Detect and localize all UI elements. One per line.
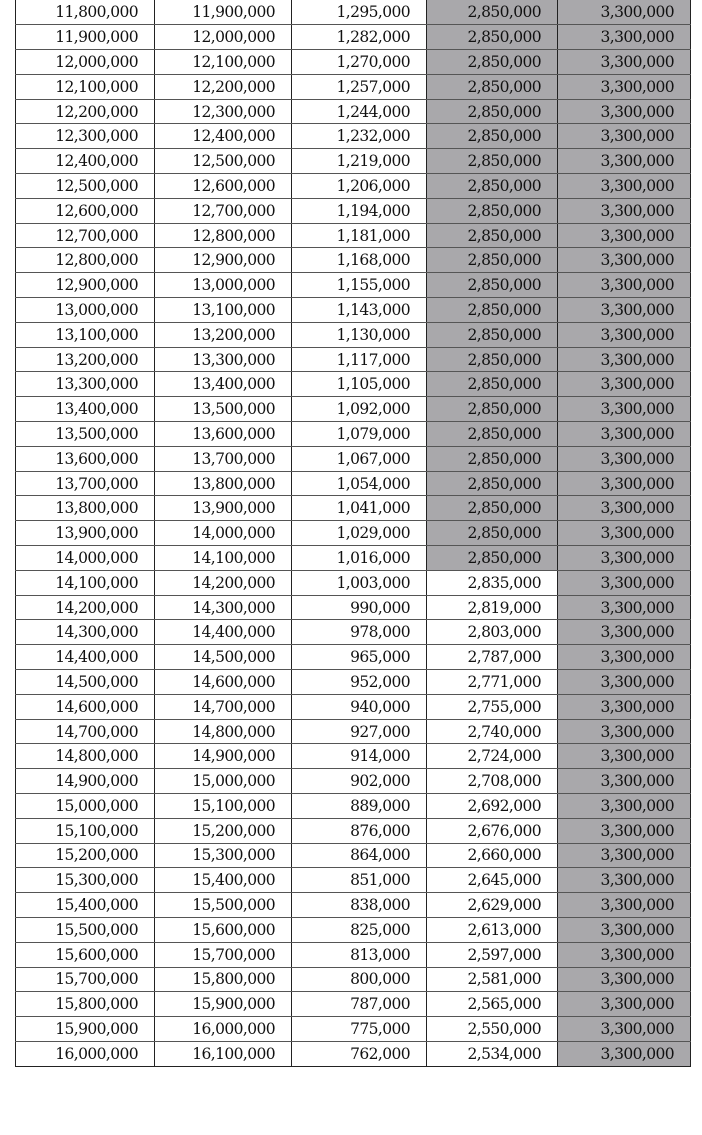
range-from-cell: 13,600,000: [16, 446, 155, 471]
range-from-cell: 15,500,000: [16, 917, 155, 942]
amount-cell: 1,041,000: [292, 496, 427, 521]
limit-b-cell: 3,300,000: [558, 546, 691, 571]
amount-cell: 787,000: [292, 992, 427, 1017]
limit-a-cell: 2,755,000: [427, 694, 558, 719]
amount-cell: 851,000: [292, 868, 427, 893]
amount-cell: 927,000: [292, 719, 427, 744]
limit-b-cell: 3,300,000: [558, 942, 691, 967]
range-to-cell: 14,100,000: [155, 546, 292, 571]
table-row: [16, 843, 691, 868]
amount-cell: 1,282,000: [292, 25, 427, 50]
amount-cell: 1,219,000: [292, 149, 427, 174]
limit-a-cell: 2,850,000: [427, 446, 558, 471]
range-from-cell: 13,200,000: [16, 347, 155, 372]
limit-a-cell: 2,850,000: [427, 74, 558, 99]
limit-a-cell: 2,613,000: [427, 917, 558, 942]
limit-a-cell: 2,676,000: [427, 818, 558, 843]
limit-b-cell: 3,300,000: [558, 967, 691, 992]
amount-cell: 1,270,000: [292, 50, 427, 75]
range-from-cell: 11,800,000: [16, 0, 155, 25]
range-to-cell: 15,000,000: [155, 769, 292, 794]
limit-a-cell: 2,850,000: [427, 273, 558, 298]
range-to-cell: 14,700,000: [155, 694, 292, 719]
amount-cell: 1,295,000: [292, 0, 427, 25]
range-to-cell: 12,400,000: [155, 124, 292, 149]
range-from-cell: 15,400,000: [16, 893, 155, 918]
table-row: [16, 620, 691, 645]
table-row: [16, 198, 691, 223]
range-to-cell: 15,100,000: [155, 794, 292, 819]
range-to-cell: 12,900,000: [155, 248, 292, 273]
limit-b-cell: 3,300,000: [558, 670, 691, 695]
amount-cell: 1,003,000: [292, 570, 427, 595]
table-row: [16, 744, 691, 769]
table-row: [16, 322, 691, 347]
limit-b-cell: 3,300,000: [558, 174, 691, 199]
range-to-cell: 13,100,000: [155, 298, 292, 323]
limit-b-cell: 3,300,000: [558, 273, 691, 298]
limit-a-cell: 2,850,000: [427, 0, 558, 25]
limit-b-cell: 3,300,000: [558, 74, 691, 99]
limit-a-cell: 2,645,000: [427, 868, 558, 893]
range-from-cell: 16,000,000: [16, 1041, 155, 1066]
limit-a-cell: 2,850,000: [427, 546, 558, 571]
range-from-cell: 13,000,000: [16, 298, 155, 323]
table-row: [16, 298, 691, 323]
range-to-cell: 14,900,000: [155, 744, 292, 769]
amount-cell: 902,000: [292, 769, 427, 794]
limit-b-cell: 3,300,000: [558, 25, 691, 50]
range-from-cell: 14,200,000: [16, 595, 155, 620]
limit-a-cell: 2,660,000: [427, 843, 558, 868]
table-row: [16, 868, 691, 893]
limit-a-cell: 2,850,000: [427, 248, 558, 273]
amount-cell: 1,257,000: [292, 74, 427, 99]
amount-cell: 1,232,000: [292, 124, 427, 149]
range-to-cell: 15,700,000: [155, 942, 292, 967]
amount-cell: 762,000: [292, 1041, 427, 1066]
range-to-cell: 14,000,000: [155, 521, 292, 546]
limit-a-cell: 2,850,000: [427, 422, 558, 447]
range-from-cell: 14,400,000: [16, 645, 155, 670]
limit-b-cell: 3,300,000: [558, 1017, 691, 1042]
table-row: [16, 124, 691, 149]
range-from-cell: 15,200,000: [16, 843, 155, 868]
amount-cell: 825,000: [292, 917, 427, 942]
range-from-cell: 14,700,000: [16, 719, 155, 744]
range-to-cell: 12,000,000: [155, 25, 292, 50]
amount-cell: 914,000: [292, 744, 427, 769]
amount-cell: 1,029,000: [292, 521, 427, 546]
table-row: [16, 273, 691, 298]
limit-b-cell: 3,300,000: [558, 645, 691, 670]
limit-a-cell: 2,850,000: [427, 99, 558, 124]
range-from-cell: 12,400,000: [16, 149, 155, 174]
range-to-cell: 15,900,000: [155, 992, 292, 1017]
table-row: [16, 794, 691, 819]
limit-a-cell: 2,534,000: [427, 1041, 558, 1066]
limit-b-cell: 3,300,000: [558, 248, 691, 273]
limit-a-cell: 2,835,000: [427, 570, 558, 595]
range-from-cell: 13,300,000: [16, 372, 155, 397]
limit-b-cell: 3,300,000: [558, 446, 691, 471]
amount-cell: 838,000: [292, 893, 427, 918]
amount-cell: 952,000: [292, 670, 427, 695]
range-to-cell: 13,900,000: [155, 496, 292, 521]
table-row: [16, 496, 691, 521]
table-row: [16, 670, 691, 695]
limit-b-cell: 3,300,000: [558, 298, 691, 323]
limit-a-cell: 2,850,000: [427, 149, 558, 174]
limit-a-cell: 2,692,000: [427, 794, 558, 819]
limit-a-cell: 2,850,000: [427, 174, 558, 199]
range-to-cell: 13,600,000: [155, 422, 292, 447]
amount-cell: 978,000: [292, 620, 427, 645]
limit-a-cell: 2,850,000: [427, 496, 558, 521]
range-to-cell: 15,400,000: [155, 868, 292, 893]
amount-cell: 990,000: [292, 595, 427, 620]
range-to-cell: 14,500,000: [155, 645, 292, 670]
limit-b-cell: 3,300,000: [558, 744, 691, 769]
range-to-cell: 12,700,000: [155, 198, 292, 223]
range-to-cell: 15,300,000: [155, 843, 292, 868]
range-to-cell: 13,700,000: [155, 446, 292, 471]
limit-b-cell: 3,300,000: [558, 50, 691, 75]
table-row: [16, 446, 691, 471]
amount-cell: 1,168,000: [292, 248, 427, 273]
amount-table: [15, 0, 691, 1067]
limit-b-cell: 3,300,000: [558, 893, 691, 918]
range-from-cell: 13,900,000: [16, 521, 155, 546]
range-to-cell: 12,300,000: [155, 99, 292, 124]
limit-a-cell: 2,850,000: [427, 372, 558, 397]
amount-cell: 1,206,000: [292, 174, 427, 199]
range-from-cell: 14,600,000: [16, 694, 155, 719]
amount-cell: 1,092,000: [292, 397, 427, 422]
amount-cell: 1,079,000: [292, 422, 427, 447]
range-to-cell: 16,100,000: [155, 1041, 292, 1066]
range-from-cell: 12,100,000: [16, 74, 155, 99]
table-row: [16, 521, 691, 546]
amount-cell: 1,130,000: [292, 322, 427, 347]
limit-b-cell: 3,300,000: [558, 0, 691, 25]
range-to-cell: 14,400,000: [155, 620, 292, 645]
amount-cell: 876,000: [292, 818, 427, 843]
limit-a-cell: 2,850,000: [427, 25, 558, 50]
table-row: [16, 223, 691, 248]
limit-a-cell: 2,850,000: [427, 521, 558, 546]
amount-cell: 864,000: [292, 843, 427, 868]
range-from-cell: 12,500,000: [16, 174, 155, 199]
limit-b-cell: 3,300,000: [558, 694, 691, 719]
range-to-cell: 13,300,000: [155, 347, 292, 372]
range-from-cell: 13,500,000: [16, 422, 155, 447]
table-row: [16, 174, 691, 199]
limit-b-cell: 3,300,000: [558, 124, 691, 149]
limit-a-cell: 2,819,000: [427, 595, 558, 620]
limit-b-cell: 3,300,000: [558, 422, 691, 447]
limit-b-cell: 3,300,000: [558, 843, 691, 868]
limit-b-cell: 3,300,000: [558, 1041, 691, 1066]
amount-cell: 1,194,000: [292, 198, 427, 223]
limit-a-cell: 2,629,000: [427, 893, 558, 918]
range-to-cell: 14,200,000: [155, 570, 292, 595]
limit-b-cell: 3,300,000: [558, 917, 691, 942]
range-from-cell: 15,700,000: [16, 967, 155, 992]
limit-a-cell: 2,850,000: [427, 50, 558, 75]
limit-b-cell: 3,300,000: [558, 99, 691, 124]
limit-a-cell: 2,850,000: [427, 298, 558, 323]
range-to-cell: 13,000,000: [155, 273, 292, 298]
range-from-cell: 14,300,000: [16, 620, 155, 645]
amount-cell: 965,000: [292, 645, 427, 670]
amount-cell: 1,143,000: [292, 298, 427, 323]
range-to-cell: 14,300,000: [155, 595, 292, 620]
limit-a-cell: 2,771,000: [427, 670, 558, 695]
limit-a-cell: 2,850,000: [427, 347, 558, 372]
limit-b-cell: 3,300,000: [558, 198, 691, 223]
range-to-cell: 15,600,000: [155, 917, 292, 942]
amount-cell: 1,105,000: [292, 372, 427, 397]
table-row: [16, 397, 691, 422]
limit-a-cell: 2,581,000: [427, 967, 558, 992]
limit-b-cell: 3,300,000: [558, 769, 691, 794]
table-row: [16, 347, 691, 372]
table-row: [16, 50, 691, 75]
range-from-cell: 14,900,000: [16, 769, 155, 794]
limit-a-cell: 2,597,000: [427, 942, 558, 967]
range-from-cell: 12,900,000: [16, 273, 155, 298]
limit-b-cell: 3,300,000: [558, 397, 691, 422]
limit-b-cell: 3,300,000: [558, 595, 691, 620]
limit-b-cell: 3,300,000: [558, 794, 691, 819]
table-row: [16, 893, 691, 918]
amount-cell: 800,000: [292, 967, 427, 992]
range-from-cell: 12,200,000: [16, 99, 155, 124]
limit-a-cell: 2,550,000: [427, 1017, 558, 1042]
table-row: [16, 546, 691, 571]
limit-b-cell: 3,300,000: [558, 719, 691, 744]
limit-b-cell: 3,300,000: [558, 471, 691, 496]
range-to-cell: 12,500,000: [155, 149, 292, 174]
range-to-cell: 15,200,000: [155, 818, 292, 843]
table-row: [16, 1041, 691, 1066]
amount-cell: 813,000: [292, 942, 427, 967]
range-to-cell: 14,600,000: [155, 670, 292, 695]
table-row: [16, 471, 691, 496]
table-row: [16, 0, 691, 25]
table-row: [16, 694, 691, 719]
range-from-cell: 13,400,000: [16, 397, 155, 422]
limit-a-cell: 2,724,000: [427, 744, 558, 769]
amount-cell: 940,000: [292, 694, 427, 719]
limit-a-cell: 2,708,000: [427, 769, 558, 794]
limit-b-cell: 3,300,000: [558, 992, 691, 1017]
range-from-cell: 15,800,000: [16, 992, 155, 1017]
range-from-cell: 12,700,000: [16, 223, 155, 248]
range-from-cell: 13,700,000: [16, 471, 155, 496]
range-from-cell: 13,100,000: [16, 322, 155, 347]
range-from-cell: 12,600,000: [16, 198, 155, 223]
table-row: [16, 769, 691, 794]
limit-a-cell: 2,850,000: [427, 322, 558, 347]
limit-b-cell: 3,300,000: [558, 223, 691, 248]
limit-b-cell: 3,300,000: [558, 496, 691, 521]
range-from-cell: 14,500,000: [16, 670, 155, 695]
limit-b-cell: 3,300,000: [558, 149, 691, 174]
range-to-cell: 16,000,000: [155, 1017, 292, 1042]
range-to-cell: 12,600,000: [155, 174, 292, 199]
range-from-cell: 15,600,000: [16, 942, 155, 967]
limit-b-cell: 3,300,000: [558, 620, 691, 645]
range-from-cell: 14,800,000: [16, 744, 155, 769]
table-row: [16, 99, 691, 124]
limit-b-cell: 3,300,000: [558, 372, 691, 397]
range-from-cell: 15,300,000: [16, 868, 155, 893]
limit-a-cell: 2,565,000: [427, 992, 558, 1017]
limit-b-cell: 3,300,000: [558, 570, 691, 595]
limit-b-cell: 3,300,000: [558, 347, 691, 372]
table-row: [16, 992, 691, 1017]
limit-a-cell: 2,850,000: [427, 471, 558, 496]
amount-cell: 1,117,000: [292, 347, 427, 372]
range-from-cell: 12,800,000: [16, 248, 155, 273]
range-to-cell: 13,500,000: [155, 397, 292, 422]
table-row: [16, 917, 691, 942]
range-to-cell: 15,800,000: [155, 967, 292, 992]
range-from-cell: 14,000,000: [16, 546, 155, 571]
amount-cell: 1,181,000: [292, 223, 427, 248]
amount-cell: 775,000: [292, 1017, 427, 1042]
table-row: [16, 595, 691, 620]
range-to-cell: 13,200,000: [155, 322, 292, 347]
amount-cell: 889,000: [292, 794, 427, 819]
amount-cell: 1,016,000: [292, 546, 427, 571]
limit-b-cell: 3,300,000: [558, 521, 691, 546]
table-row: [16, 570, 691, 595]
range-from-cell: 12,300,000: [16, 124, 155, 149]
table-row: [16, 25, 691, 50]
range-to-cell: 14,800,000: [155, 719, 292, 744]
table-row: [16, 818, 691, 843]
range-to-cell: 12,800,000: [155, 223, 292, 248]
table-row: [16, 74, 691, 99]
amount-cell: 1,155,000: [292, 273, 427, 298]
limit-a-cell: 2,803,000: [427, 620, 558, 645]
range-from-cell: 13,800,000: [16, 496, 155, 521]
table-row: [16, 967, 691, 992]
range-to-cell: 12,200,000: [155, 74, 292, 99]
range-to-cell: 15,500,000: [155, 893, 292, 918]
limit-a-cell: 2,850,000: [427, 198, 558, 223]
table-row: [16, 1017, 691, 1042]
table-row: [16, 942, 691, 967]
limit-a-cell: 2,850,000: [427, 124, 558, 149]
table-row: [16, 422, 691, 447]
table-row: [16, 248, 691, 273]
table-row: [16, 149, 691, 174]
range-to-cell: 13,400,000: [155, 372, 292, 397]
table-row: [16, 719, 691, 744]
limit-a-cell: 2,850,000: [427, 223, 558, 248]
table-body: [16, 0, 691, 1066]
range-from-cell: 15,100,000: [16, 818, 155, 843]
range-to-cell: 13,800,000: [155, 471, 292, 496]
table-row: [16, 372, 691, 397]
limit-a-cell: 2,787,000: [427, 645, 558, 670]
limit-b-cell: 3,300,000: [558, 322, 691, 347]
range-from-cell: 12,000,000: [16, 50, 155, 75]
amount-cell: 1,067,000: [292, 446, 427, 471]
range-to-cell: 11,900,000: [155, 0, 292, 25]
limit-a-cell: 2,850,000: [427, 397, 558, 422]
table-row: [16, 645, 691, 670]
range-from-cell: 15,000,000: [16, 794, 155, 819]
range-from-cell: 15,900,000: [16, 1017, 155, 1042]
range-from-cell: 14,100,000: [16, 570, 155, 595]
limit-a-cell: 2,740,000: [427, 719, 558, 744]
range-to-cell: 12,100,000: [155, 50, 292, 75]
amount-cell: 1,244,000: [292, 99, 427, 124]
limit-b-cell: 3,300,000: [558, 868, 691, 893]
range-from-cell: 11,900,000: [16, 25, 155, 50]
amount-cell: 1,054,000: [292, 471, 427, 496]
limit-b-cell: 3,300,000: [558, 818, 691, 843]
